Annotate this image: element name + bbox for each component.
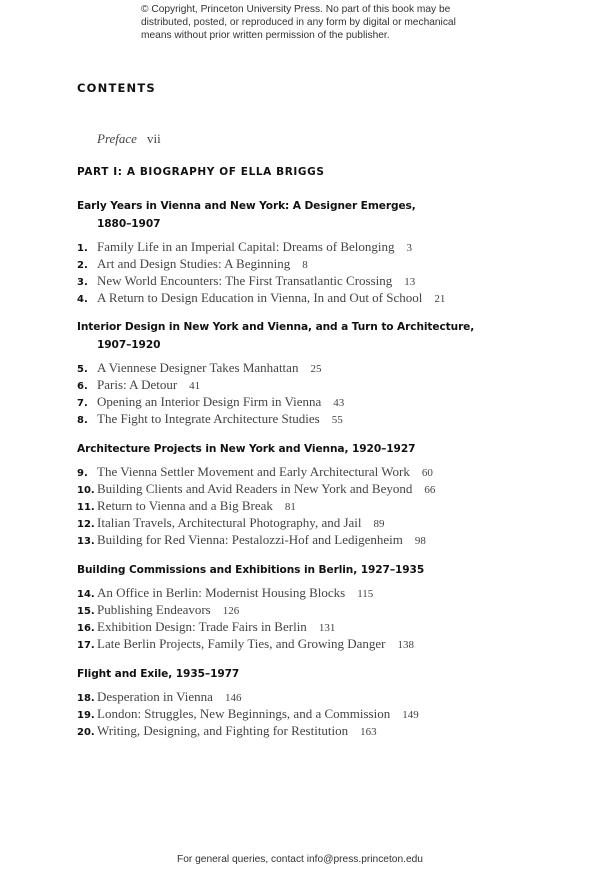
chapter-number: 8.: [77, 415, 88, 426]
toc-entry[interactable]: [77, 239, 537, 256]
chapter-title: Publishing Endeavors: [97, 602, 211, 617]
toc-section: [77, 441, 537, 549]
toc-entry[interactable]: [77, 498, 537, 515]
chapter-number: 12.: [77, 519, 95, 530]
chapter-title: Building Clients and Avid Readers in New York and Beyond: [97, 481, 413, 496]
chapter-page: 81: [284, 501, 296, 513]
chapter-number: 13.: [77, 536, 95, 547]
section-heading-text: Architecture Projects in New York and Vienna,: [77, 443, 349, 455]
copyright-notice: [141, 3, 471, 42]
chapter-page: 13: [404, 276, 416, 288]
chapter-title: A Viennese Designer Takes Manhattan: [97, 360, 299, 375]
section-years: 1935–1977: [175, 668, 240, 680]
toc-entry[interactable]: [77, 585, 537, 602]
chapter-title: Writing, Designing, and Fighting for Restitution: [97, 723, 349, 738]
toc-entry[interactable]: [77, 273, 537, 290]
chapter-number: 7.: [77, 398, 88, 409]
chapter-number: 14.: [77, 589, 95, 600]
part-title: PART I: A BIOGRAPHY OF ELLA BRIGGS: [77, 166, 325, 178]
chapter-page: 41: [189, 380, 201, 392]
toc-entry-preface[interactable]: [97, 131, 161, 147]
section-heading: [77, 441, 537, 458]
chapter-title: The Vienna Settler Movement and Early Architectural Work: [97, 464, 410, 479]
chapter-page: 131: [318, 622, 336, 634]
section-years: 1880–1907: [97, 218, 161, 230]
section-heading-text: Interior Design in New York and Vienna, and a Turn to Architecture,: [77, 321, 475, 333]
chapter-number: 18.: [77, 693, 95, 704]
toc-entry[interactable]: [77, 636, 537, 653]
toc-entry[interactable]: [77, 290, 537, 307]
chapter-title: Desperation in Vienna: [97, 689, 213, 704]
chapter-page: 138: [397, 639, 414, 651]
chapter-page: 25: [310, 363, 322, 375]
toc-entry[interactable]: [77, 689, 537, 706]
chapter-page: 3: [406, 242, 412, 254]
chapter-number: 3.: [77, 277, 88, 288]
chapter-number: 11.: [77, 502, 95, 513]
chapter-title: New World Encounters: The First Transatlantic Crossing: [97, 273, 393, 288]
chapter-number: 6.: [77, 381, 88, 392]
page-title: CONTENTS: [77, 81, 156, 95]
section-heading: [77, 198, 537, 233]
chapter-page: 98: [414, 535, 426, 547]
chapter-number: 20.: [77, 727, 95, 738]
section-heading: [77, 666, 537, 683]
chapter-number: 9.: [77, 468, 88, 479]
chapter-title: Family Life in an Imperial Capital: Dreams of Belonging: [97, 239, 395, 254]
chapter-page: 8: [302, 259, 308, 271]
section-heading-text: Flight and Exile,: [77, 668, 173, 680]
toc-entry[interactable]: [77, 411, 537, 428]
chapter-page: 146: [224, 692, 242, 704]
chapter-title: An Office in Berlin: Modernist Housing Blocks: [97, 585, 346, 600]
toc-entry[interactable]: [77, 619, 537, 636]
toc-section: [77, 666, 537, 740]
chapter-page: 43: [333, 397, 345, 409]
toc-entry[interactable]: [77, 532, 537, 549]
chapter-title: Italian Travels, Architectural Photography, and Jail: [97, 515, 362, 530]
chapter-title: Return to Vienna and a Big Break: [97, 498, 273, 513]
section-heading: [77, 562, 537, 579]
toc-entry[interactable]: [77, 602, 537, 619]
copyright-line: distributed, posted, or reproduced in any form by digital or mechanical: [141, 17, 456, 28]
chapter-number: 1.: [77, 243, 88, 254]
chapter-number: 16.: [77, 623, 95, 634]
chapter-number: 17.: [77, 640, 95, 651]
toc-entry[interactable]: [77, 481, 537, 498]
toc-entry[interactable]: [77, 515, 537, 532]
toc-entry[interactable]: [77, 464, 537, 481]
chapter-title: A Return to Design Education in Vienna, In and Out of School: [97, 290, 423, 305]
toc-entry[interactable]: [77, 256, 537, 273]
footer-contact: For general queries, contact info@press.princeton.edu: [177, 854, 423, 865]
toc-entry[interactable]: [77, 706, 537, 723]
chapter-page: 55: [331, 414, 343, 426]
chapter-page: 126: [222, 605, 240, 617]
chapter-title: Late Berlin Projects, Family Ties, and Growing Danger: [97, 636, 386, 651]
chapter-number: 15.: [77, 606, 95, 617]
section-heading: [77, 319, 537, 354]
chapter-title: The Fight to Integrate Architecture Studies: [97, 411, 320, 426]
chapter-number: 2.: [77, 260, 88, 271]
chapter-number: 4.: [77, 294, 88, 305]
chapter-title: Opening an Interior Design Firm in Vienna: [97, 394, 322, 409]
chapter-title: Paris: A Detour: [97, 377, 178, 392]
chapter-page: 60: [421, 467, 433, 479]
chapter-number: 5.: [77, 364, 88, 375]
chapter-page: 115: [357, 588, 374, 600]
section-years: 1907–1920: [97, 339, 161, 351]
chapter-title: Art and Design Studies: A Beginning: [97, 256, 291, 271]
toc-entry[interactable]: [77, 723, 537, 740]
chapter-page: 21: [434, 293, 446, 305]
section-heading-text: Early Years in Vienna and New York: A Designer Emerges,: [77, 200, 416, 212]
toc-entry[interactable]: [77, 360, 537, 377]
preface-page: vii: [146, 131, 161, 146]
toc-entry[interactable]: [77, 394, 537, 411]
section-years: 1927–1935: [360, 564, 425, 576]
chapter-number: 10.: [77, 485, 95, 496]
chapter-page: 149: [402, 709, 419, 721]
section-heading-text: Building Commissions and Exhibitions in Berlin,: [77, 564, 358, 576]
toc-section: [77, 562, 537, 653]
chapter-title: Exhibition Design: Trade Fairs in Berlin: [97, 619, 307, 634]
section-years: 1920–1927: [352, 443, 416, 455]
toc-entry[interactable]: [77, 377, 537, 394]
chapter-number: 19.: [77, 710, 95, 721]
chapter-page: 89: [373, 518, 385, 530]
chapter-page: 66: [424, 484, 436, 496]
chapter-title: London: Struggles, New Beginnings, and a Commission: [97, 706, 391, 721]
copyright-line: means without prior written permission of the publisher.: [141, 30, 390, 41]
chapter-title: Building for Red Vienna: Pestalozzi-Hof and Ledigenheim: [97, 532, 403, 547]
preface-title: Preface: [97, 131, 137, 146]
copyright-line: © Copyright, Princeton University Press. No part of this book may be: [141, 4, 451, 15]
chapter-page: 163: [360, 726, 377, 738]
toc-section: [77, 198, 537, 307]
toc-section: [77, 319, 537, 428]
